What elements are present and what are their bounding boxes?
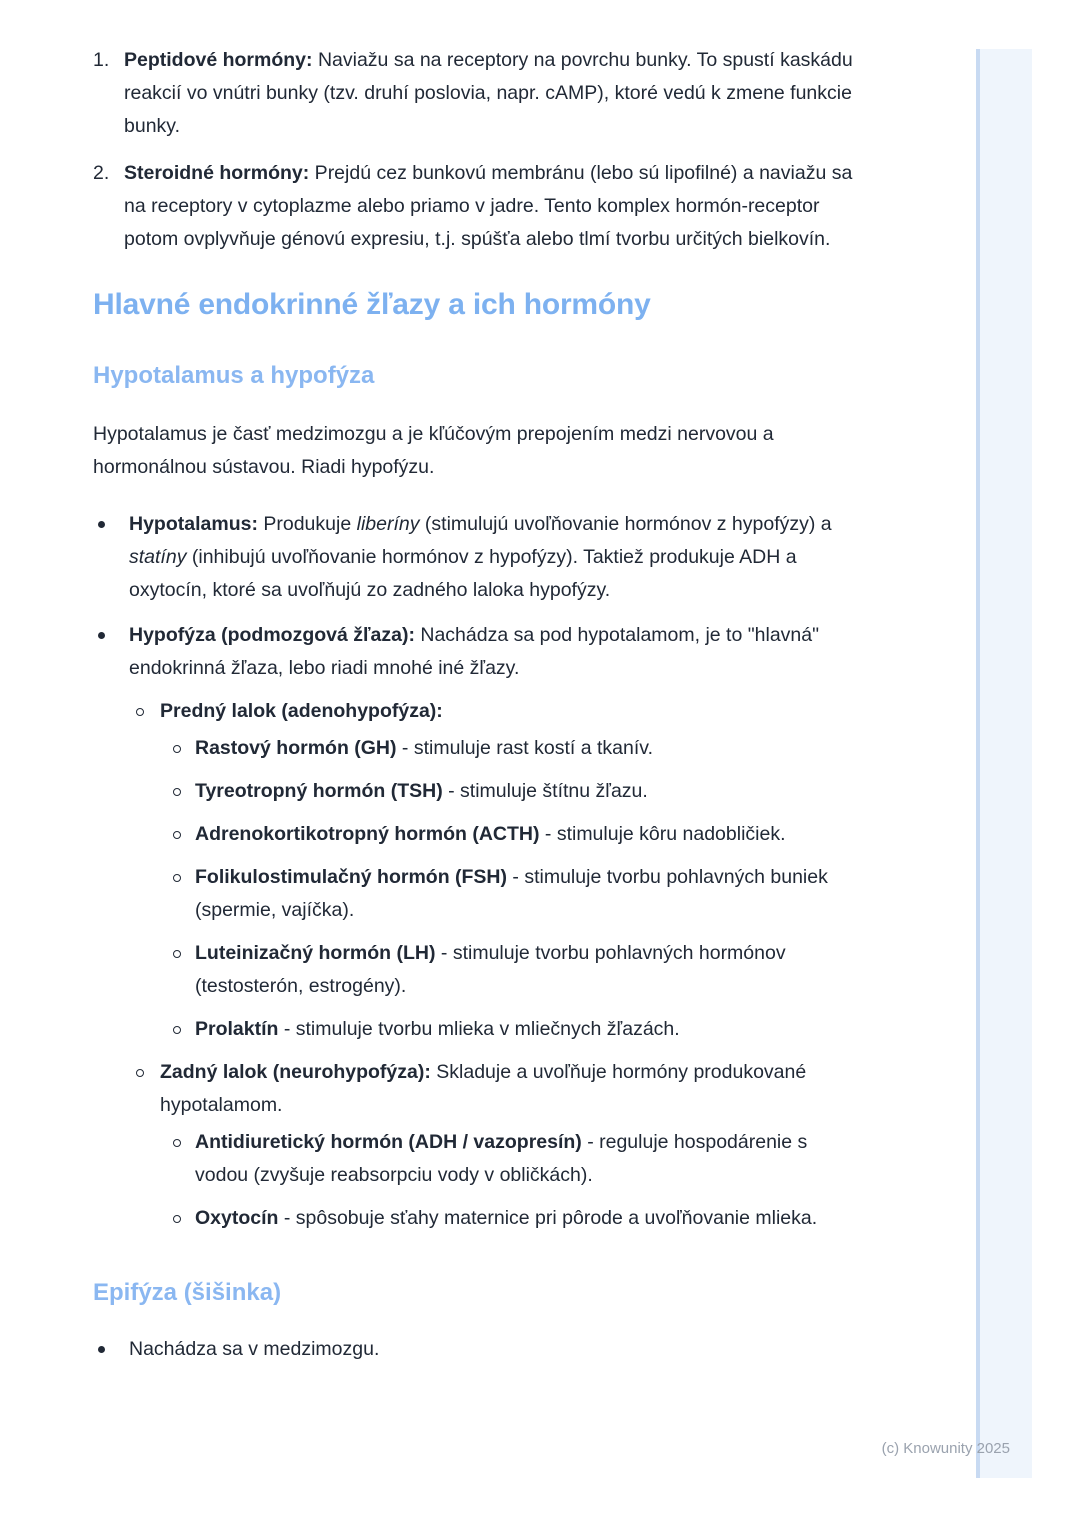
item-text xyxy=(195,1126,855,1192)
bullet-circle-icon xyxy=(173,1139,181,1147)
bullet-disc-icon xyxy=(98,1346,105,1353)
hormone-name: Tyreotropný hormón (TSH) xyxy=(195,780,443,802)
bullet-circle-icon xyxy=(136,708,144,716)
list-item-hypofyza xyxy=(93,619,945,1235)
item-body: Naviažu sa na receptory na povrchu bunky. To spustí kaskádu reakcií vo vnútri bunky (tzv. druhí poslovia, napr. cAMP), ktoré vedú k zmene funkcie bunky. xyxy=(124,49,853,137)
list-item-hormone xyxy=(173,775,864,808)
list-item-hormone xyxy=(173,1202,864,1235)
item-text xyxy=(195,861,855,927)
sub-bullet-list xyxy=(129,695,864,1235)
bullet-list xyxy=(93,508,945,1235)
bullet-circle-icon xyxy=(173,1026,181,1034)
list-item-hormone xyxy=(173,861,864,927)
item-text xyxy=(160,695,860,728)
item-text: Nachádza sa v medzimozgu. xyxy=(129,1338,380,1360)
hormone-list-posterior xyxy=(173,1126,864,1235)
hormone-name: Oxytocín xyxy=(195,1207,279,1229)
hormone-name: Luteinizačný hormón (LH) xyxy=(195,942,436,964)
list-item-hormone xyxy=(173,818,864,851)
item-text xyxy=(195,775,855,808)
list-item-hormone xyxy=(173,1013,864,1046)
bullet-circle-icon xyxy=(173,874,181,882)
bullet-circle-icon xyxy=(173,950,181,958)
item-text xyxy=(195,1013,855,1046)
accent-bar xyxy=(976,49,1032,1478)
item-text xyxy=(160,1056,860,1122)
hormone-desc: - stimuluje štítnu žľazu. xyxy=(442,780,648,802)
item-body: Nachádza sa pod hypotalamom, je to "hlavná" endokrinná žľaza, lebo riadi mnohé iné žľazy. xyxy=(129,624,820,679)
list-item-hypotalamus xyxy=(93,508,945,607)
italic-term: liberíny xyxy=(356,513,420,535)
item-text xyxy=(195,937,855,1003)
hormone-desc: - stimuluje tvorbu pohlavných buniek (spermie, vajíčka). xyxy=(195,866,828,921)
list-item-hormone xyxy=(173,1126,864,1192)
hormone-desc: - stimuluje kôru nadobličiek. xyxy=(539,823,786,845)
document-content xyxy=(93,44,945,1366)
numbered-list xyxy=(93,44,945,256)
list-item xyxy=(93,157,945,256)
bullet-disc-icon xyxy=(98,632,105,639)
hormone-desc: - reguluje hospodárenie s vodou (zvyšuje reabsorpciu vody v obličkách). xyxy=(195,1131,808,1186)
item-body: (inhibujú uvoľňovanie hormónov z hypofýzy). Taktiež produkuje ADH a oxytocín, ktoré sa uvoľňujú zo zadného laloka hypofýzy. xyxy=(129,546,797,601)
hormone-name: Rastový hormón (GH) xyxy=(195,737,397,759)
item-label: Peptidové hormóny: xyxy=(124,49,313,71)
hormone-desc: - stimuluje tvorbu mlieka v mliečnych žľazách. xyxy=(278,1018,680,1040)
hormone-name: Prolaktín xyxy=(195,1018,279,1040)
section-title: Hlavné endokrinné žľazy a ich hormóny xyxy=(93,288,651,321)
item-body: Produkuje xyxy=(257,513,357,535)
bullet-circle-icon xyxy=(173,1215,181,1223)
footer-copyright: (c) Knowunity 2025 xyxy=(881,1440,1010,1457)
hormone-desc: - spôsobuje sťahy maternice pri pôrode a uvoľňovanie mlieka. xyxy=(278,1207,818,1229)
hormone-list-anterior xyxy=(173,732,864,1046)
italic-term: statíny xyxy=(129,546,187,568)
item-text xyxy=(129,619,864,1235)
intro-paragraph: Hypotalamus je časť medzimozgu a je kľúčovým prepojením medzi nervovou a hormonálnou sústavou. Riadi hypofýzu. xyxy=(93,423,774,478)
list-item-posterior-lobe xyxy=(136,1056,864,1235)
item-label: Hypotalamus: xyxy=(129,513,258,535)
hormone-desc: - stimuluje tvorbu pohlavných hormónov (testosterón, estrogény). xyxy=(195,942,786,997)
list-item-hormone xyxy=(173,732,864,765)
bullet-circle-icon xyxy=(173,745,181,753)
item-text xyxy=(129,508,864,607)
item-text xyxy=(195,1202,855,1235)
item-body: Prejdú cez bunkovú membránu (lebo sú lipofilné) a naviažu sa na receptory v cytoplazme alebo priamo v jadre. Tento komplex hormón-receptor potom ovplyvňuje génovú expresiu, t.j. spúšťa alebo tlmí tvorbu určitých bielkovín. xyxy=(124,162,853,250)
bullet-disc-icon xyxy=(98,521,105,528)
bullet-list-epiphysis xyxy=(93,1333,945,1366)
item-label: Zadný lalok (neurohypofýza): xyxy=(160,1061,431,1083)
list-item-hormone xyxy=(173,937,864,1003)
list-item xyxy=(93,44,945,143)
list-item xyxy=(93,1333,945,1366)
bullet-circle-icon xyxy=(173,831,181,839)
hormone-name: Adrenokortikotropný hormón (ACTH) xyxy=(195,823,540,845)
subsection-title-epiphysis: Epifýza (šišinka) xyxy=(93,1279,282,1306)
bullet-circle-icon xyxy=(173,788,181,796)
hormone-name: Folikulostimulačný hormón (FSH) xyxy=(195,866,508,888)
item-text xyxy=(124,44,869,143)
subsection-title-hypothalamus: Hypotalamus a hypofýza xyxy=(93,362,375,389)
hormone-name: Antidiuretický hormón (ADH / vazopresín) xyxy=(195,1131,582,1153)
item-body: Skladuje a uvoľňuje hormóny produkované hypotalamom. xyxy=(160,1061,807,1116)
hormone-desc: - stimuluje rast kostí a tkanív. xyxy=(396,737,653,759)
item-number: 1. xyxy=(93,49,110,71)
item-text xyxy=(195,818,855,851)
item-number: 2. xyxy=(93,162,110,184)
bullet-circle-icon xyxy=(136,1069,144,1077)
item-label: Predný lalok (adenohypofýza): xyxy=(160,700,443,722)
item-body: (stimulujú uvoľňovanie hormónov z hypofýzy) a xyxy=(419,513,832,535)
item-label: Steroidné hormóny: xyxy=(124,162,310,184)
item-text xyxy=(124,157,869,256)
item-label: Hypofýza (podmozgová žľaza): xyxy=(129,624,415,646)
list-item-anterior-lobe xyxy=(136,695,864,1046)
item-text xyxy=(195,732,855,765)
